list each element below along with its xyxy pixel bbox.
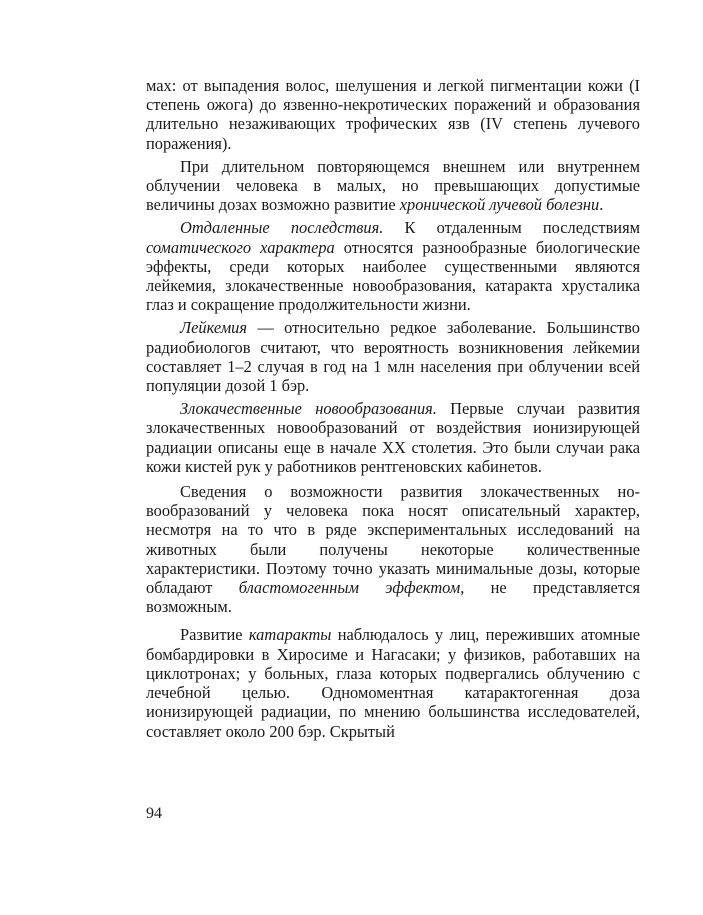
- text-run: , не представляется возможным.: [146, 578, 641, 617]
- paragraph-5: [146, 399, 640, 476]
- text-run: .: [599, 195, 604, 215]
- paragraph-4: [146, 318, 640, 395]
- text-run: относятся разнообразные биологические эффекты, среди которых наиболее существенными являются лейкемия, злокачественные новообразования, катаракта хрусталика глаз и сокращение продолжительности жизни.: [146, 237, 640, 315]
- page-body: [146, 76, 640, 741]
- italic-term: Лейкемия: [180, 318, 247, 338]
- paragraph-7: [146, 625, 640, 740]
- paragraph-2: [146, 157, 640, 215]
- paragraph-6: [146, 482, 640, 616]
- italic-term: Злокачественные новообразования.: [180, 399, 437, 419]
- italic-term: хронической лучевой болезни: [399, 195, 600, 215]
- italic-term: бластомогенным эффектом: [238, 578, 461, 598]
- text-run: Развитие: [180, 625, 249, 645]
- text-run: мах: от выпадения волос, шелушения и легкой пигментации кожи (I степень ожога) до язвенно-некротических поражений и образования длительно незаживающих трофических язв (IV степень лучевого поражения).: [146, 76, 640, 153]
- text-run: К отдаленным последствиям: [383, 218, 640, 238]
- text-run: Сведения о возможности развития злокачественных новообразований у человека пока носят описательный характер, несмотря на то что в ряде экспериментальных исследований на животных были получены некоторые количественные характеристики. Поэтому точно указать минимальные дозы, которые обладают: [146, 482, 640, 598]
- paragraph-3: [146, 218, 640, 314]
- italic-term: катаракты: [248, 625, 332, 645]
- italic-term: Отдаленные последствия.: [180, 218, 384, 238]
- text-run: При длительном повторяющемся внешнем или внутреннем облучении человека в малых, но превышающих допустимые величины дозах возможно развитие: [146, 156, 640, 215]
- page-number: 94: [146, 805, 162, 822]
- text-run: — относительно редкое заболевание. Большинство радиобиологов считают, что вероятность возникновения лейкемии составляет 1–2 случая в год на 1 млн населения при облучении всей популяции дозой 1 бэр.: [146, 318, 640, 396]
- text-run: Первые случаи развития злокачественных новообразований от воздействия ионизирующей радиации описаны еще в начале XX столетия. Это были случаи рака кожи кистей рук у работников рентгеновских кабинетов.: [146, 399, 640, 476]
- text-run: наблюдалось у лиц, переживших атомные бомбардировки в Хиросиме и Нагасаки; у физиков, работавших на циклотронах; у больных, глаза которых подвергались облучению с лечебной целью. Одномоментная катарактогенная доза ионизирующей радиации, по мнению большинства исследователей, составляет около 200 бэр. Скрытый: [146, 625, 640, 741]
- paragraph-1: [146, 76, 640, 153]
- italic-term: соматического характера: [146, 237, 335, 257]
